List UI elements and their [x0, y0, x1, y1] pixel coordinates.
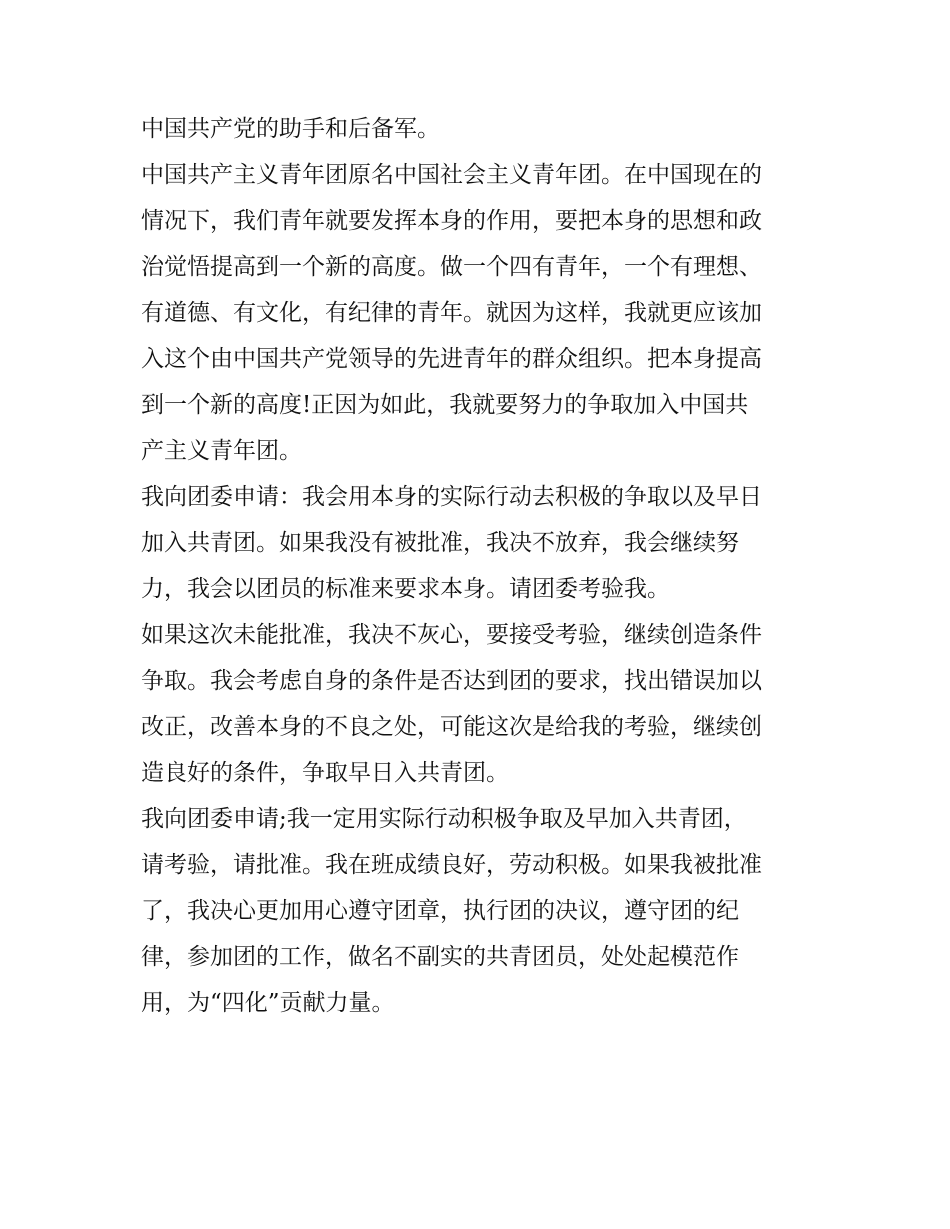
text-line: 律，参加团的工作，做名不副实的共青团员，处处起模范作 — [141, 944, 739, 970]
text-line: 用，为“四化”贡献力量。 — [141, 990, 395, 1016]
text-line: 入这个由中国共产党领导的先进青年的群众组织。把本身提高 — [141, 346, 762, 372]
text-line: 中国共产党的助手和后备军。 — [141, 116, 440, 142]
text-line: 我向团委申请：我会用本身的实际行动去积极的争取以及早日 — [141, 484, 762, 510]
document-body — [141, 106, 821, 1026]
text-line: 中国共产主义青年团原名中国社会主义青年团。在中国现在的 — [141, 162, 762, 188]
text-line: 造良好的条件，争取早日入共青团。 — [141, 760, 509, 786]
text-line: 争取。我会考虑自身的条件是否达到团的要求，找出错误加以 — [141, 668, 762, 694]
text-line: 有道德、有文化，有纪律的青年。就因为这样，我就更应该加 — [141, 300, 762, 326]
text-line: 力，我会以团员的标准来要求本身。请团委考验我。 — [141, 576, 670, 602]
text-line: 产主义青年团。 — [141, 438, 302, 464]
text-line: 我向团委申请;我一定用实际行动积极争取及早加入共青团， — [141, 806, 747, 832]
text-line: 请考验，请批准。我在班成绩良好，劳动积极。如果我被批准 — [141, 852, 762, 878]
text-line: 治觉悟提高到一个新的高度。做一个四有青年，一个有理想、 — [141, 254, 762, 280]
text-line: 如果这次未能批准，我决不灰心，要接受考验，继续创造条件 — [141, 622, 762, 648]
text-line: 到一个新的高度!正因为如此，我就要努力的争取加入中国共 — [141, 392, 749, 418]
text-line: 加入共青团。如果我没有被批准，我决不放弃，我会继续努 — [141, 530, 739, 556]
text-line: 了，我决心更加用心遵守团章，执行团的决议，遵守团的纪 — [141, 898, 739, 924]
text-line: 改正，改善本身的不良之处，可能这次是给我的考验，继续创 — [141, 714, 762, 740]
text-line: 情况下，我们青年就要发挥本身的作用，要把本身的思想和政 — [141, 208, 762, 234]
